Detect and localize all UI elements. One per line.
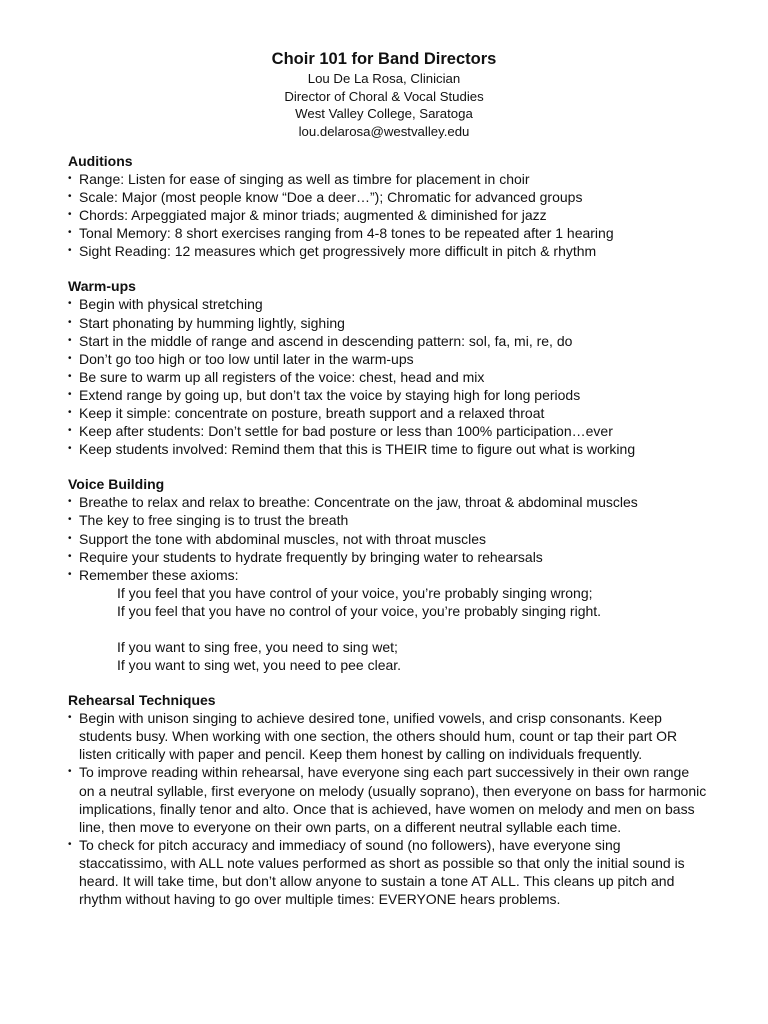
voice-building-list: [68, 493, 708, 583]
author-position: Director of Choral & Vocal Studies: [284, 88, 484, 104]
axioms-block: [68, 584, 708, 674]
list-item: • Remember these axioms:: [68, 566, 708, 584]
author-email: lou.delarosa@westvalley.edu: [298, 123, 470, 139]
section-warmups: [68, 277, 708, 458]
section-heading-warmups: Warm-ups: [68, 278, 136, 295]
list-item: • Range: Listen for ease of singing as well as timbre for placement in choir: [68, 170, 708, 188]
document-header: [0, 48, 768, 140]
list-item: • Keep students involved: Remind them that this is THEIR time to figure out what is working: [68, 440, 708, 458]
list-item: • Scale: Major (most people know “Doe a deer…”); Chromatic for advanced groups: [68, 188, 708, 206]
list-item: • Sight Reading: 12 measures which get progressively more difficult in pitch & rhythm: [68, 242, 708, 260]
section-rehearsal-techniques: [68, 691, 708, 908]
list-item: • Keep after students: Don’t settle for bad posture or less than 100% participation…ever: [68, 422, 708, 440]
list-item: • Tonal Memory: 8 short exercises ranging from 4-8 tones to be repeated after 1 hearing: [68, 224, 708, 242]
section-heading-voice-building: Voice Building: [68, 476, 165, 493]
author-institution: West Valley College, Saratoga: [295, 106, 473, 121]
list-item: • Start phonating by humming lightly, sighing: [68, 314, 708, 332]
list-item: • Be sure to warm up all registers of the voice: chest, head and mix: [68, 368, 708, 386]
list-item: • Breathe to relax and relax to breathe: Concentrate on the jaw, throat & abdominal muscles: [68, 493, 708, 511]
section-voice-building: [68, 475, 708, 674]
list-item: • Begin with unison singing to achieve desired tone, unified vowels, and crisp consonants. Keep students busy. When working with one section, the others should hum, count or tap their part OR listen critically with paper and pencil. Keep them honest by calling on individuals frequently.: [68, 709, 708, 763]
author-name: Lou De La Rosa, Clinician: [307, 71, 461, 86]
warmups-list: [68, 295, 708, 458]
rehearsal-list: [68, 709, 708, 908]
section-auditions: [68, 152, 708, 260]
list-item: • Don’t go too high or too low until later in the warm-ups: [68, 350, 708, 368]
auditions-list: [68, 170, 708, 260]
list-item: • To improve reading within rehearsal, have everyone sing each part successively in their own range on a neutral syllable, first everyone on melody (usually soprano), then everyone on bass for harmonic implications, finally tenor and alto. Once that is achieved, have women on melody and men on bass line, then move to everyone on their own parts, on a different neutral syllable each time.: [68, 763, 708, 835]
axiom-group: [117, 584, 708, 620]
list-item: • Keep it simple: concentrate on posture, breath support and a relaxed throat: [68, 404, 708, 422]
list-item: • Require your students to hydrate frequently by bringing water to rehearsals: [68, 548, 708, 566]
document-body: [68, 152, 708, 925]
axiom-line: If you feel that you have control of your voice, you’re probably singing wrong;: [117, 584, 593, 601]
list-item: • Extend range by going up, but don’t tax the voice by staying high for long periods: [68, 386, 708, 404]
list-item: • To check for pitch accuracy and immediacy of sound (no followers), have everyone sing staccatissimo, with ALL note values performed as short as possible so that only the initial sound is heard. It will take time, but don’t allow anyone to sustain a tone AT ALL. This cleans up pitch and rhythm without having to go over multiple times: EVERYONE hears problems.: [68, 836, 708, 908]
section-heading-auditions: Auditions: [68, 153, 133, 169]
axiom-line: If you want to sing free, you need to sing wet;: [117, 638, 398, 655]
section-heading-rehearsal-techniques: Rehearsal Techniques: [68, 692, 216, 709]
list-item: • The key to free singing is to trust the breath: [68, 511, 708, 529]
list-item: • Support the tone with abdominal muscles, not with throat muscles: [68, 530, 708, 548]
axiom-line: If you feel that you have no control of your voice, you’re probably singing right.: [117, 602, 602, 619]
list-item: • Chords: Arpeggiated major & minor triads; augmented & diminished for jazz: [68, 206, 708, 224]
axiom-line: If you want to sing wet, you need to pee clear.: [117, 657, 402, 674]
document-title: Choir 101 for Band Directors: [271, 50, 497, 68]
list-item: • Begin with physical stretching: [68, 295, 708, 313]
list-item: • Start in the middle of range and ascend in descending pattern: sol, fa, mi, re, do: [68, 332, 708, 350]
axiom-group: [117, 638, 708, 674]
